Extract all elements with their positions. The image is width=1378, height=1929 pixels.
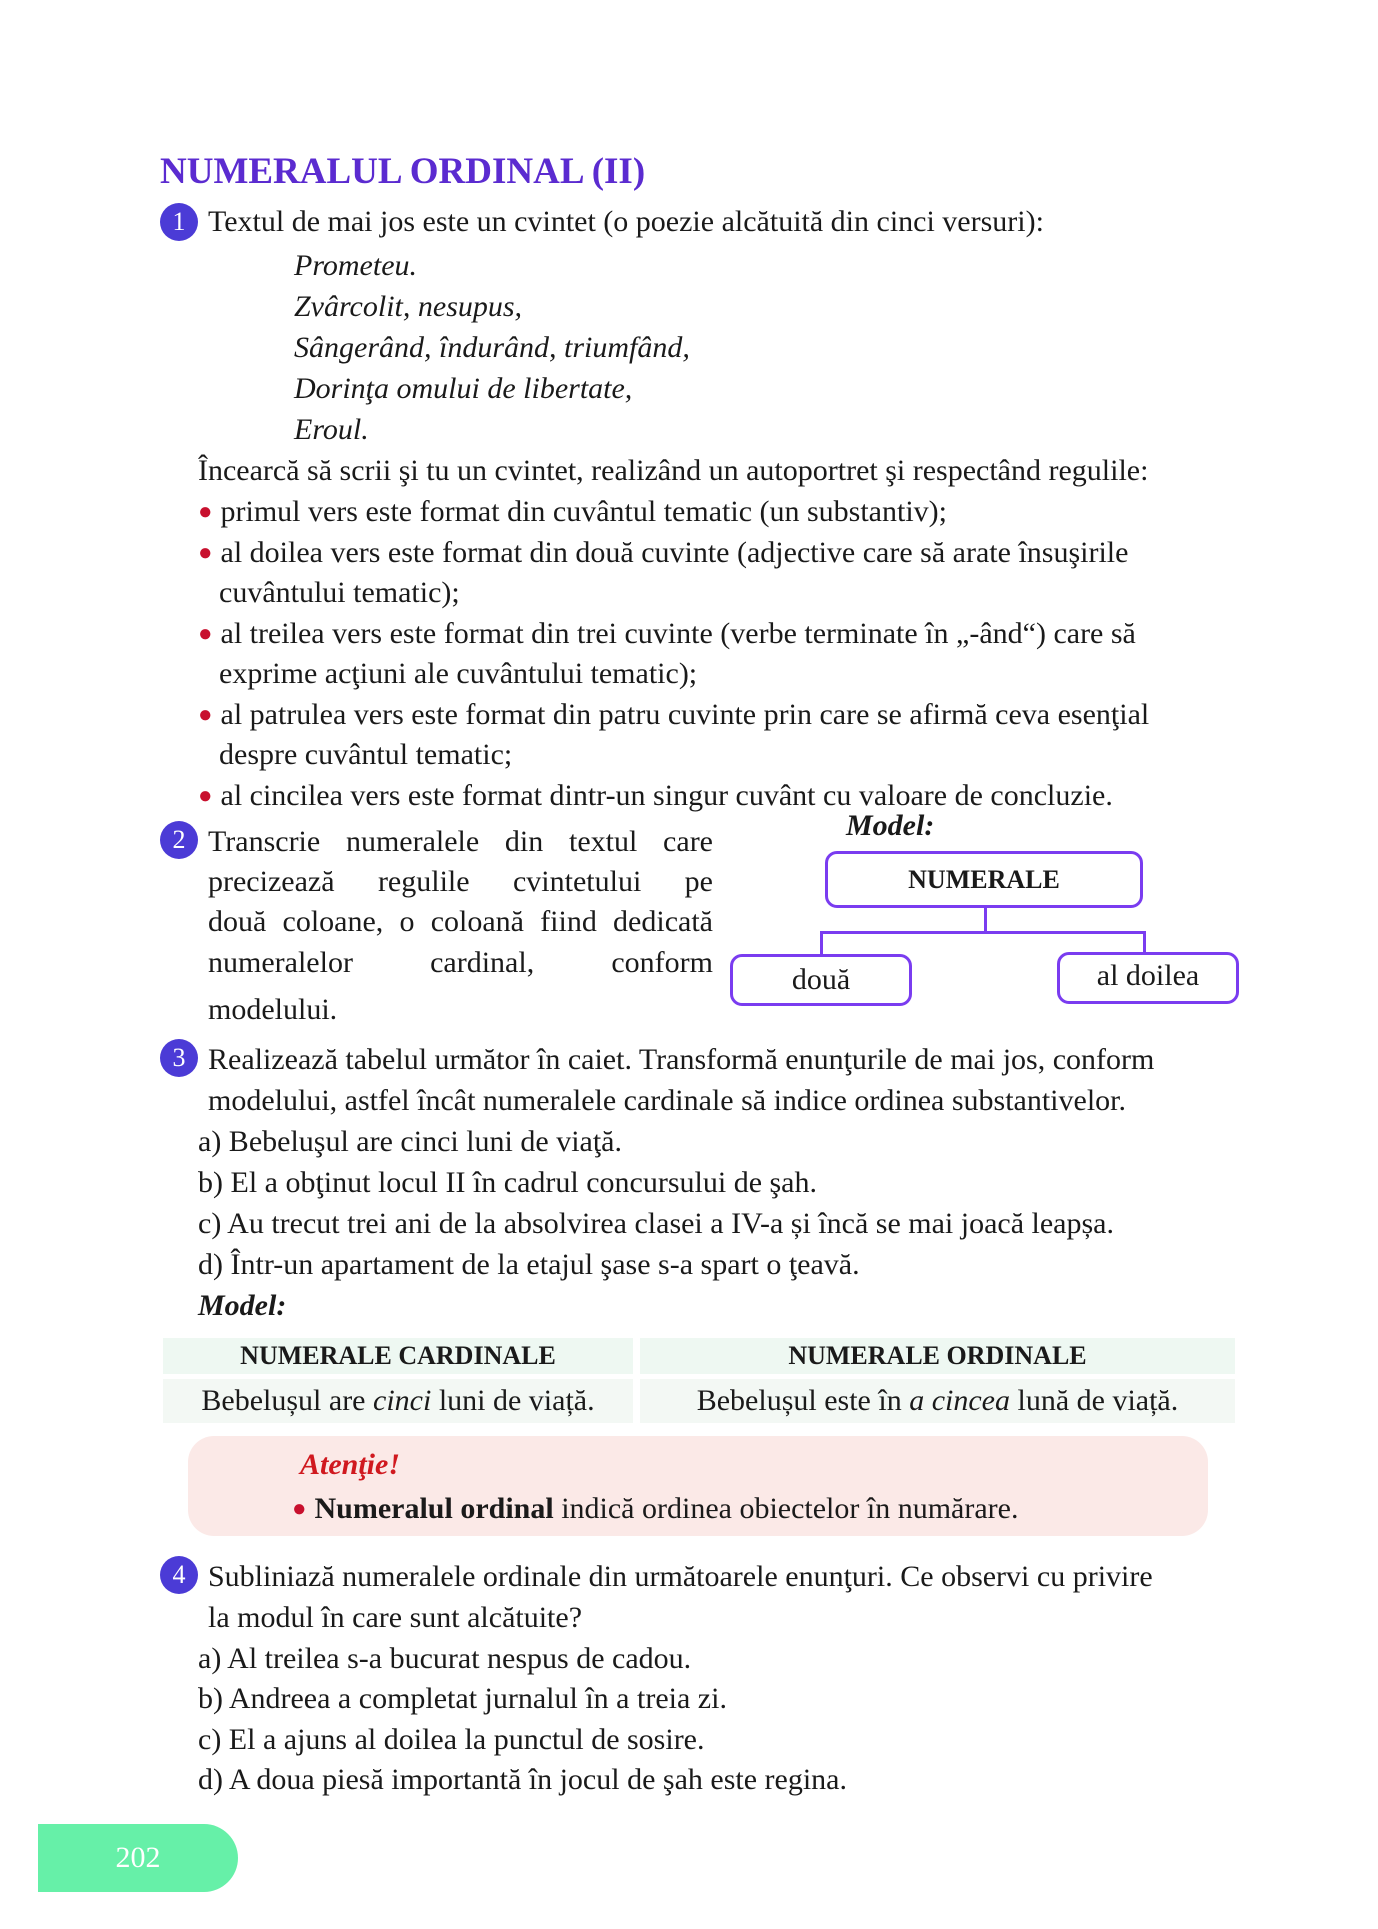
exercise-2-text: numeralelor cardinal, conform — [208, 946, 713, 979]
bullet-icon: ● — [198, 702, 213, 728]
exercise-1-number: 1 — [160, 203, 198, 241]
exercise-4-item: c) El a ajuns al doilea la punctul de sosire. — [198, 1723, 705, 1756]
bullet-icon: ● — [198, 621, 213, 647]
model-label: Model: — [198, 1289, 287, 1322]
poem-line: Eroul. — [294, 413, 369, 446]
exercise-3-item: d) Într-un apartament de la etajul şase s-a spart o ţeavă. — [198, 1248, 860, 1281]
rule-item: ● al cincilea vers este format dintr-un singur cuvânt cu valoare de concluzie. — [198, 779, 1113, 812]
exercise-2-text: modelului. — [208, 993, 338, 1026]
rule-item-cont: cuvântului tematic); — [219, 576, 460, 609]
exercise-3-text: Realizează tabelul următor în caiet. Transformă enunţurile de mai jos, conform — [208, 1043, 1155, 1076]
exercise-4-number: 4 — [160, 1556, 198, 1594]
diagram-right-box: al doilea — [1057, 952, 1239, 1004]
page-number: 202 — [38, 1824, 238, 1892]
rule-item: ● al doilea vers este format din două cuvinte (adjective care să arate însuşirile — [198, 536, 1129, 569]
exercise-2-text: două coloane, o coloană fiind dedicată — [208, 905, 713, 938]
poem-line: Zvârcolit, nesupus, — [294, 290, 523, 323]
diagram-left-box: două — [730, 954, 912, 1006]
diagram-root-box: NUMERALE — [825, 851, 1143, 908]
poem-line: Dorinţa omului de libertate, — [294, 372, 633, 405]
exercise-4-item: a) Al treilea s-a bucurat nespus de cadou. — [198, 1642, 692, 1675]
table-header-cardinal: NUMERALE CARDINALE — [163, 1338, 633, 1374]
diagram-connector — [1143, 931, 1146, 953]
exercise-2-number: 2 — [160, 821, 198, 859]
attention-text: ● Numeralul ordinal indică ordinea obiectelor în numărare. — [292, 1492, 1019, 1525]
rule-item: ● al treilea vers este format din trei cuvinte (verbe terminate în „-ând“) care să — [198, 617, 1136, 650]
rule-item: ● primul vers este format din cuvântul tematic (un substantiv); — [198, 495, 947, 528]
exercise-1-task: Încearcă să scrii şi tu un cvintet, realizând un autoportret şi respectând regulile: — [198, 454, 1149, 487]
diagram-connector — [820, 931, 823, 955]
bullet-icon: ● — [198, 499, 213, 525]
exercise-4-text: la modul în care sunt alcătuite? — [208, 1601, 583, 1634]
rule-item-cont: exprime acţiuni ale cuvântului tematic); — [219, 657, 698, 690]
exercise-4-item: b) Andreea a completat jurnalul în a treia zi. — [198, 1682, 727, 1715]
exercise-3-item: a) Bebeluşul are cinci luni de viaţă. — [198, 1125, 622, 1158]
bullet-icon: ● — [198, 783, 213, 809]
exercise-3-number: 3 — [160, 1039, 198, 1077]
diagram-connector — [820, 931, 1146, 934]
exercise-3-item: c) Au trecut trei ani de la absolvirea clasei a IV-a și încă se mai joacă leapșa. — [198, 1207, 1114, 1240]
exercise-3-item: b) El a obţinut locul II în cadrul concursului de şah. — [198, 1166, 817, 1199]
exercise-4-item: d) A doua piesă importantă în jocul de şah este regina. — [198, 1763, 847, 1796]
exercise-4-text: Subliniază numeralele ordinale din următoarele enunţuri. Ce observi cu privire — [208, 1560, 1153, 1593]
exercise-2-text: Transcrie numeralele din textul care — [208, 825, 713, 858]
diagram-connector — [984, 908, 987, 932]
model-label: Model: — [846, 809, 935, 842]
table-header-ordinal: NUMERALE ORDINALE — [640, 1338, 1235, 1374]
table-cell-cardinal: Bebelușul are cinci luni de viață. — [163, 1379, 633, 1423]
poem-line: Prometeu. — [294, 249, 418, 282]
exercise-3-text: modelului, astfel încât numeralele cardinale să indice ordinea substantivelor. — [208, 1084, 1127, 1117]
rule-item: ● al patrulea vers este format din patru cuvinte prin care se afirmă ceva esenţial — [198, 698, 1150, 731]
exercise-1-intro: Textul de mai jos este un cvintet (o poezie alcătuită din cinci versuri): — [208, 205, 1044, 238]
table-cell-ordinal: Bebelușul este în a cincea lună de viață. — [640, 1379, 1235, 1423]
exercise-2-text: precizează regulile cvintetului pe — [208, 865, 713, 898]
poem-line: Sângerând, îndurând, triumfând, — [294, 331, 690, 364]
page-title: NUMERALUL ORDINAL (II) — [160, 151, 646, 192]
rule-item-cont: despre cuvântul tematic; — [219, 738, 513, 771]
bullet-icon: ● — [198, 540, 213, 566]
bullet-icon: ● — [292, 1496, 307, 1522]
attention-title: Atenţie! — [300, 1448, 401, 1481]
